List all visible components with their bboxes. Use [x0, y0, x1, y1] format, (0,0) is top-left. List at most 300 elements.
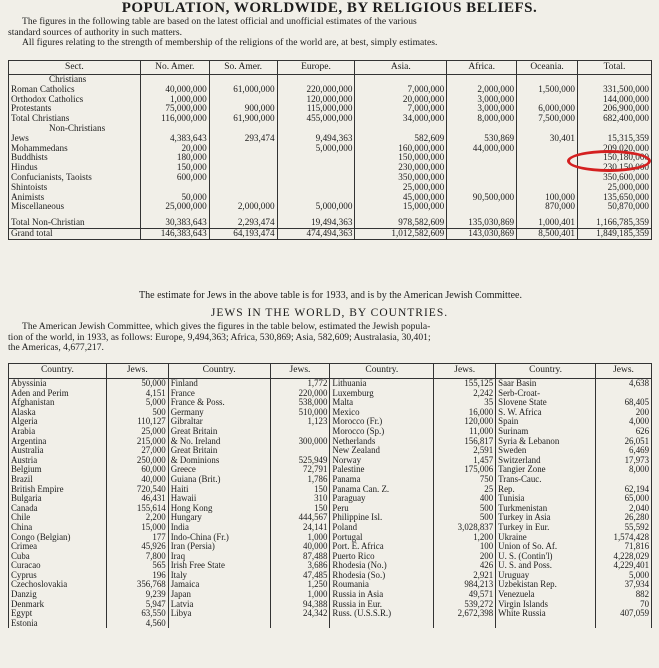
- table-cell: 34,000,000: [355, 114, 447, 124]
- country-cell: Cuba: [9, 552, 107, 562]
- jews-count-cell: 9,239: [106, 590, 168, 600]
- table-cell: 8,500,401: [517, 228, 578, 239]
- column-header: Total.: [578, 61, 652, 75]
- country-cell: Rep.: [496, 485, 596, 495]
- country-cell: Poland: [330, 523, 434, 533]
- jews-count-cell: 4,638: [596, 379, 652, 389]
- table-cell: [140, 183, 209, 193]
- country-cell: Italy: [168, 571, 270, 581]
- table-cell: 7,500,000: [517, 114, 578, 124]
- table-cell: 8,000,000: [447, 114, 517, 124]
- table-row: [9, 202, 652, 212]
- jews-count-cell: 1,574,428: [596, 533, 652, 543]
- table-cell: [447, 173, 517, 183]
- table-cell: 135,030,869: [447, 218, 517, 228]
- jews-count-cell: 68,405: [596, 398, 652, 408]
- table-cell: 220,000,000: [277, 85, 355, 95]
- jews-count-cell: 60,000: [106, 465, 168, 475]
- row-label: Protestants: [9, 104, 141, 114]
- jews-count-cell: 356,768: [106, 580, 168, 590]
- country-cell: Ukraine: [496, 533, 596, 543]
- jews-count-cell: 3,686: [270, 561, 330, 571]
- country-cell: [496, 619, 596, 629]
- country-cell: Gibraltar: [168, 417, 270, 427]
- table-row: [9, 523, 652, 533]
- jews-intro-line: The American Jewish Committee, which gives the figures in the table below, estimated the Jewish popula-: [22, 321, 431, 332]
- table-row: [9, 446, 652, 456]
- table-cell: 115,000,000: [277, 104, 355, 114]
- jews-count-cell: 94,388: [270, 600, 330, 610]
- jews-count-cell: 200: [434, 552, 496, 562]
- country-cell: Tangier Zone: [496, 465, 596, 475]
- column-header: Country.: [168, 364, 270, 379]
- jews-count-cell: 177: [106, 533, 168, 543]
- table-cell: 209,020,000: [578, 144, 652, 154]
- table-row: [9, 437, 652, 447]
- table-cell: 75,000,000: [140, 104, 209, 114]
- row-label: Buddhists: [9, 153, 141, 163]
- table-cell: 116,000,000: [140, 114, 209, 124]
- table-cell: 20,000,000: [355, 95, 447, 105]
- country-cell: Hong Kong: [168, 504, 270, 514]
- table-row: [9, 228, 652, 239]
- jews-count-cell: 24,141: [270, 523, 330, 533]
- country-cell: Cyprus: [9, 571, 107, 581]
- table-row: [9, 389, 652, 399]
- country-cell: Virgin Islands: [496, 600, 596, 610]
- table-cell: [517, 144, 578, 154]
- country-cell: Bulgaria: [9, 494, 107, 504]
- column-header: Jews.: [106, 364, 168, 379]
- jews-count-cell: 220,000: [270, 389, 330, 399]
- jews-count-cell: 26,051: [596, 437, 652, 447]
- table-row: [9, 494, 652, 504]
- row-label: Grand total: [9, 228, 141, 239]
- country-cell: New Zealand: [330, 446, 434, 456]
- jews-count-cell: 63,550: [106, 609, 168, 619]
- table-cell: 7,000,000: [355, 104, 447, 114]
- table-cell: [447, 183, 517, 193]
- table-cell: 15,315,359: [578, 134, 652, 144]
- jews-count-cell: 500: [106, 408, 168, 418]
- country-cell: Afghanistan: [9, 398, 107, 408]
- country-cell: Puerto Rico: [330, 552, 434, 562]
- jews-count-cell: 150: [270, 485, 330, 495]
- row-label: Confucianists, Taoists: [9, 173, 141, 183]
- country-cell: Great Britain: [168, 427, 270, 437]
- jews-count-cell: 539,272: [434, 600, 496, 610]
- country-cell: Arabia: [9, 427, 107, 437]
- table-cell: 25,000,000: [140, 202, 209, 212]
- jews-count-cell: 155,614: [106, 504, 168, 514]
- jews-count-cell: 40,000: [106, 475, 168, 485]
- table-cell: 230,000,000: [355, 163, 447, 173]
- jews-count-cell: 1,000: [270, 590, 330, 600]
- religion-table-header: [9, 61, 652, 75]
- table-cell: 135,650,000: [578, 193, 652, 203]
- intro-line: All figures relating to the strength of membership of the religions of the world are, at best, simply estimates.: [22, 38, 438, 48]
- table-cell: [209, 75, 277, 85]
- jews-count-cell: 7,800: [106, 552, 168, 562]
- table-row: [9, 173, 652, 183]
- country-cell: Hungary: [168, 513, 270, 523]
- intro-line: The figures in the following table are based on the latest official and unofficial estimates of the various: [22, 17, 417, 27]
- country-cell: China: [9, 523, 107, 533]
- country-cell: Abyssinia: [9, 379, 107, 389]
- table-cell: [578, 75, 652, 85]
- row-label: Animists: [9, 193, 141, 203]
- jews-by-country-table: [8, 363, 652, 628]
- jews-count-cell: 1,123: [270, 417, 330, 427]
- table-cell: [140, 124, 209, 134]
- jews-count-cell: 200: [596, 408, 652, 418]
- table-row: [9, 95, 652, 105]
- country-cell: Uruguay: [496, 571, 596, 581]
- table-row: [9, 124, 652, 134]
- jews-intro-line: tion of the world, in 1933, as follows: Europe, 9,494,363; Africa, 530,869; Asia, 582,609; Australasia, 30,401;: [8, 331, 431, 343]
- table-cell: 19,494,363: [277, 218, 355, 228]
- table-cell: [209, 153, 277, 163]
- country-cell: Finland: [168, 379, 270, 389]
- jews-count-cell: 55,592: [596, 523, 652, 533]
- table-cell: 3,000,000: [447, 104, 517, 114]
- table-cell: [277, 153, 355, 163]
- country-cell: Alaska: [9, 408, 107, 418]
- table-cell: 1,500,000: [517, 85, 578, 95]
- table-cell: 1,000,000: [140, 95, 209, 105]
- row-label: Orthodox Catholics: [9, 95, 141, 105]
- country-cell: Switzerland: [496, 456, 596, 466]
- column-header: Europe.: [277, 61, 355, 75]
- country-cell: Australia: [9, 446, 107, 456]
- intro-paragraph: [8, 17, 653, 49]
- table-row: [9, 379, 652, 389]
- jews-count-cell: 100: [434, 542, 496, 552]
- table-cell: 100,000: [517, 193, 578, 203]
- table-cell: [209, 95, 277, 105]
- table-row: [9, 533, 652, 543]
- country-cell: France & Poss.: [168, 398, 270, 408]
- table-cell: 64,193,474: [209, 228, 277, 239]
- country-cell: Saar Basin: [496, 379, 596, 389]
- jews-count-cell: 25: [434, 485, 496, 495]
- table-row: [9, 456, 652, 466]
- table-cell: 143,030,869: [447, 228, 517, 239]
- table-cell: 474,494,363: [277, 228, 355, 239]
- jews-count-cell: 62,194: [596, 485, 652, 495]
- table-cell: [209, 193, 277, 203]
- country-cell: Surinam: [496, 427, 596, 437]
- column-header: Oceania.: [517, 61, 578, 75]
- country-cell: Uzbekistan Rep.: [496, 580, 596, 590]
- country-cell: Germany: [168, 408, 270, 418]
- country-cell: Mexico: [330, 408, 434, 418]
- country-cell: U. S. (Contin'l): [496, 552, 596, 562]
- country-cell: Russia in Eur.: [330, 600, 434, 610]
- row-label: Jews: [9, 134, 141, 144]
- table-row: [9, 475, 652, 485]
- country-cell: Portugal: [330, 533, 434, 543]
- table-cell: [140, 75, 209, 85]
- table-cell: 15,000,000: [355, 202, 447, 212]
- table-row: [9, 218, 652, 228]
- row-label: Christians: [9, 75, 141, 85]
- jews-count-cell: 196: [106, 571, 168, 581]
- country-cell: Curacao: [9, 561, 107, 571]
- country-cell: Haiti: [168, 485, 270, 495]
- table-cell: 682,400,000: [578, 114, 652, 124]
- table-cell: 61,900,000: [209, 114, 277, 124]
- country-cell: S. W. Africa: [496, 408, 596, 418]
- column-header: Country.: [330, 364, 434, 379]
- table-cell: [517, 75, 578, 85]
- country-cell: Aden and Perim: [9, 389, 107, 399]
- country-cell: British Empire: [9, 485, 107, 495]
- jews-count-cell: 5,000: [106, 398, 168, 408]
- jews-count-cell: 25,000: [106, 427, 168, 437]
- column-header: Country.: [496, 364, 596, 379]
- table-cell: 25,000,000: [355, 183, 447, 193]
- country-cell: France: [168, 389, 270, 399]
- country-cell: [168, 619, 270, 629]
- jews-count-cell: 6,469: [596, 446, 652, 456]
- country-cell: U. S. and Poss.: [496, 561, 596, 571]
- country-cell: Turkmenistan: [496, 504, 596, 514]
- country-cell: Sweden: [496, 446, 596, 456]
- column-header: Asia.: [355, 61, 447, 75]
- row-label: Hindus: [9, 163, 141, 173]
- country-cell: Russ. (U.S.S.R.): [330, 609, 434, 619]
- jews-count-cell: 110,127: [106, 417, 168, 427]
- country-cell: Latvia: [168, 600, 270, 610]
- country-cell: Syria & Lebanon: [496, 437, 596, 447]
- table-cell: 2,293,474: [209, 218, 277, 228]
- table-cell: 5,000,000: [277, 144, 355, 154]
- table-cell: [277, 193, 355, 203]
- country-cell: Lithuania: [330, 379, 434, 389]
- country-cell: Iraq: [168, 552, 270, 562]
- table-cell: [209, 124, 277, 134]
- jews-count-cell: 426: [434, 561, 496, 571]
- table-cell: 90,500,000: [447, 193, 517, 203]
- country-cell: Serb-Croat-: [496, 389, 596, 399]
- country-cell: Morocco (Fr.): [330, 417, 434, 427]
- table-row: [9, 504, 652, 514]
- jews-table-header: [9, 364, 652, 379]
- country-cell: Iran (Persia): [168, 542, 270, 552]
- table-row: [9, 485, 652, 495]
- table-row: [9, 513, 652, 523]
- table-row: [9, 571, 652, 581]
- table-cell: 1,012,582,609: [355, 228, 447, 239]
- country-cell: Greece: [168, 465, 270, 475]
- jews-count-cell: 47,485: [270, 571, 330, 581]
- table-cell: 50,870,000: [578, 202, 652, 212]
- jews-estimate-note: The estimate for Jews in the above table is for 1933, and is by the American Jewish Committee.: [139, 290, 522, 301]
- jews-count-cell: 156,817: [434, 437, 496, 447]
- country-cell: Estonia: [9, 619, 107, 629]
- table-row: [9, 417, 652, 427]
- country-cell: Roumania: [330, 580, 434, 590]
- jews-intro-line: the Americas, 4,677,217.: [8, 342, 104, 353]
- row-label: Mohammedans: [9, 144, 141, 154]
- table-cell: 150,180,000: [578, 153, 652, 163]
- jews-count-cell: 215,000: [106, 437, 168, 447]
- jews-count-cell: 24,342: [270, 609, 330, 619]
- intro-line: standard sources of authority in such matters.: [8, 27, 182, 38]
- table-cell: 9,494,363: [277, 134, 355, 144]
- country-cell: Panama Can. Z.: [330, 485, 434, 495]
- table-cell: 350,000,000: [355, 173, 447, 183]
- jews-count-cell: [434, 619, 496, 629]
- column-header: Jews.: [596, 364, 652, 379]
- table-cell: 2,000,000: [209, 202, 277, 212]
- table-row: [9, 619, 652, 629]
- table-row: [9, 398, 652, 408]
- table-row: [9, 465, 652, 475]
- jews-count-cell: 35: [434, 398, 496, 408]
- jews-count-cell: [270, 446, 330, 456]
- country-cell: Hawaii: [168, 494, 270, 504]
- country-cell: Egypt: [9, 609, 107, 619]
- country-cell: Netherlands: [330, 437, 434, 447]
- country-cell: Jamaica: [168, 580, 270, 590]
- country-cell: Spain: [496, 417, 596, 427]
- country-cell: & Dominions: [168, 456, 270, 466]
- column-header: So. Amer.: [209, 61, 277, 75]
- table-cell: 582,609: [355, 134, 447, 144]
- country-cell: Brazil: [9, 475, 107, 485]
- jews-count-cell: 40,000: [270, 542, 330, 552]
- table-row: [9, 561, 652, 571]
- table-cell: 1,000,401: [517, 218, 578, 228]
- jews-count-cell: 155,125: [434, 379, 496, 389]
- country-cell: Union of So. Af.: [496, 542, 596, 552]
- table-cell: 870,000: [517, 202, 578, 212]
- jews-count-cell: 37,934: [596, 580, 652, 590]
- table-cell: 20,000: [140, 144, 209, 154]
- table-cell: 3,000,000: [447, 95, 517, 105]
- jews-count-cell: 510,000: [270, 408, 330, 418]
- table-cell: 150,000: [140, 163, 209, 173]
- table-cell: 160,000,000: [355, 144, 447, 154]
- country-cell: Paraguay: [330, 494, 434, 504]
- table-row: [9, 75, 652, 85]
- jews-count-cell: 11,000: [434, 427, 496, 437]
- table-cell: 5,000,000: [277, 202, 355, 212]
- table-cell: 600,000: [140, 173, 209, 183]
- country-cell: Venezuela: [496, 590, 596, 600]
- jews-count-cell: 500: [434, 513, 496, 523]
- table-row: [9, 114, 652, 124]
- table-row: [9, 580, 652, 590]
- jews-count-cell: 750: [434, 475, 496, 485]
- jews-count-cell: 4,229,401: [596, 561, 652, 571]
- jews-heading: JEWS IN THE WORLD, BY COUNTRIES.: [210, 307, 449, 319]
- country-cell: Tunisia: [496, 494, 596, 504]
- table-cell: 180,000: [140, 153, 209, 163]
- country-cell: Rhodesia (So.): [330, 571, 434, 581]
- table-row: [9, 163, 652, 173]
- row-label: Shintoists: [9, 183, 141, 193]
- country-cell: Morocco (Sp.): [330, 427, 434, 437]
- table-cell: 45,000,000: [355, 193, 447, 203]
- table-row: [9, 144, 652, 154]
- table-cell: [277, 163, 355, 173]
- country-cell: [330, 619, 434, 629]
- country-cell: Japan: [168, 590, 270, 600]
- table-row: [9, 590, 652, 600]
- table-cell: 40,000,000: [140, 85, 209, 95]
- jews-count-cell: 1,250: [270, 580, 330, 590]
- row-label: Roman Catholics: [9, 85, 141, 95]
- jews-count-cell: 2,921: [434, 571, 496, 581]
- table-cell: 146,383,643: [140, 228, 209, 239]
- country-cell: Denmark: [9, 600, 107, 610]
- country-cell: Russia in Asia: [330, 590, 434, 600]
- table-cell: 50,000: [140, 193, 209, 203]
- jews-count-cell: 120,000: [434, 417, 496, 427]
- country-cell: Great Britain: [168, 446, 270, 456]
- country-cell: Indo-China (Fr.): [168, 533, 270, 543]
- jews-count-cell: 4,000: [596, 417, 652, 427]
- jews-count-cell: 525,949: [270, 456, 330, 466]
- table-row: [9, 408, 652, 418]
- table-row: [9, 85, 652, 95]
- country-cell: Canada: [9, 504, 107, 514]
- jews-count-cell: 5,000: [596, 571, 652, 581]
- jews-count-cell: 1,457: [434, 456, 496, 466]
- table-cell: 900,000: [209, 104, 277, 114]
- jews-count-cell: 175,006: [434, 465, 496, 475]
- page-title: POPULATION, WORLDWIDE, BY RELIGIOUS BELIEFS.: [121, 0, 538, 16]
- jews-count-cell: 50,000: [106, 379, 168, 389]
- jews-count-cell: 720,540: [106, 485, 168, 495]
- table-cell: 44,000,000: [447, 144, 517, 154]
- jews-count-cell: 27,000: [106, 446, 168, 456]
- table-cell: 61,000,000: [209, 85, 277, 95]
- jews-count-cell: 17,973: [596, 456, 652, 466]
- column-header: Jews.: [270, 364, 330, 379]
- jews-count-cell: 45,926: [106, 542, 168, 552]
- jews-count-cell: 300,000: [270, 437, 330, 447]
- table-row: [9, 427, 652, 437]
- table-cell: [355, 124, 447, 134]
- jews-count-cell: 565: [106, 561, 168, 571]
- jews-count-cell: 882: [596, 590, 652, 600]
- table-cell: 1,166,785,359: [578, 218, 652, 228]
- table-cell: 144,000,000: [578, 95, 652, 105]
- table-cell: [517, 173, 578, 183]
- country-cell: Libya: [168, 609, 270, 619]
- jews-count-cell: 8,000: [596, 465, 652, 475]
- row-label: Non-Christians: [9, 124, 141, 134]
- jews-count-cell: 16,000: [434, 408, 496, 418]
- column-header: Country.: [9, 364, 107, 379]
- jews-count-cell: 15,000: [106, 523, 168, 533]
- table-cell: 293,474: [209, 134, 277, 144]
- table-cell: [517, 95, 578, 105]
- country-cell: Danzig: [9, 590, 107, 600]
- table-cell: [447, 202, 517, 212]
- jews-count-cell: [596, 389, 652, 399]
- jews-count-cell: 400: [434, 494, 496, 504]
- table-cell: 350,600,000: [578, 173, 652, 183]
- jews-count-cell: 984,213: [434, 580, 496, 590]
- table-cell: 530,869: [447, 134, 517, 144]
- jews-count-cell: 26,280: [596, 513, 652, 523]
- jews-count-cell: [596, 619, 652, 629]
